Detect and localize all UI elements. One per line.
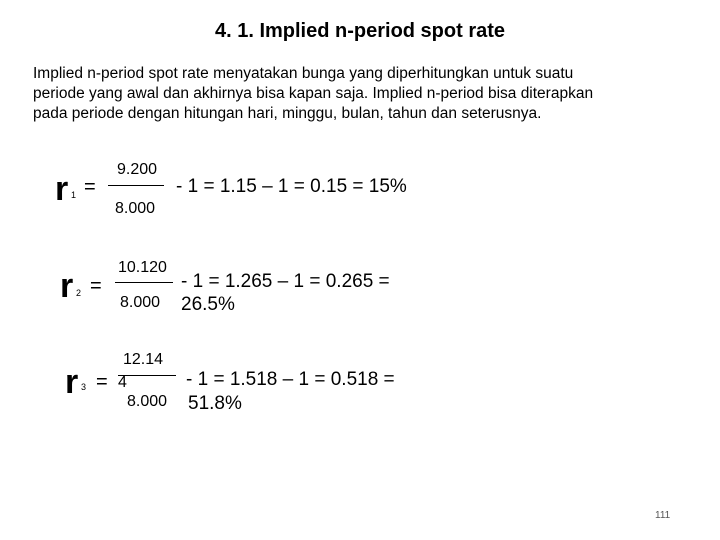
- r1-equals: =: [84, 176, 96, 198]
- r1-result: - 1 = 1.15 – 1 = 0.15 = 15%: [176, 176, 407, 197]
- r3-equals: =: [96, 371, 108, 393]
- intro-line: periode yang awal dan akhirnya bisa kapan saja. Implied n-period bisa diterapkan: [33, 85, 594, 102]
- r3-numerator: 12.14: [123, 351, 164, 368]
- r1-subscript: 1: [71, 190, 77, 200]
- intro-line: Implied n-period spot rate menyatakan bunga yang diperhitungkan untuk suatu: [33, 65, 574, 82]
- intro-paragraph: [33, 64, 693, 124]
- r2-symbol: r: [60, 267, 74, 305]
- r2-equals: =: [90, 275, 102, 297]
- slide-title: 4. 1. Implied n-period spot rate: [214, 20, 506, 42]
- r2-fraction-bar: [115, 282, 173, 283]
- r2-result-line1: - 1 = 1.265 – 1 = 0.265 =: [181, 271, 390, 292]
- r3-denominator: 8.000: [127, 393, 168, 410]
- r3-fraction-bar: [118, 375, 176, 376]
- intro-line: pada periode dengan hitungan hari, minggu, bulan, tahun dan seterusnya.: [33, 105, 542, 122]
- r2-numerator: 10.120: [118, 259, 167, 276]
- r3-result-line1: - 1 = 1.518 – 1 = 0.518 =: [186, 369, 395, 390]
- r3-symbol: r: [65, 363, 79, 401]
- r1-fraction-bar: [108, 185, 164, 186]
- r2-result-line2: 26.5%: [181, 294, 235, 315]
- r3-subscript: 3: [81, 382, 87, 392]
- r2-denominator: 8.000: [120, 294, 161, 311]
- r2-subscript: 2: [76, 288, 82, 298]
- r1-symbol: r: [55, 170, 69, 208]
- r3-numerator-wrap: 4: [118, 374, 127, 391]
- page-number: 111: [655, 510, 671, 521]
- r1-denominator: 8.000: [115, 200, 156, 217]
- r3-result-line2: 51.8%: [188, 393, 242, 414]
- r1-numerator: 9.200: [117, 161, 158, 178]
